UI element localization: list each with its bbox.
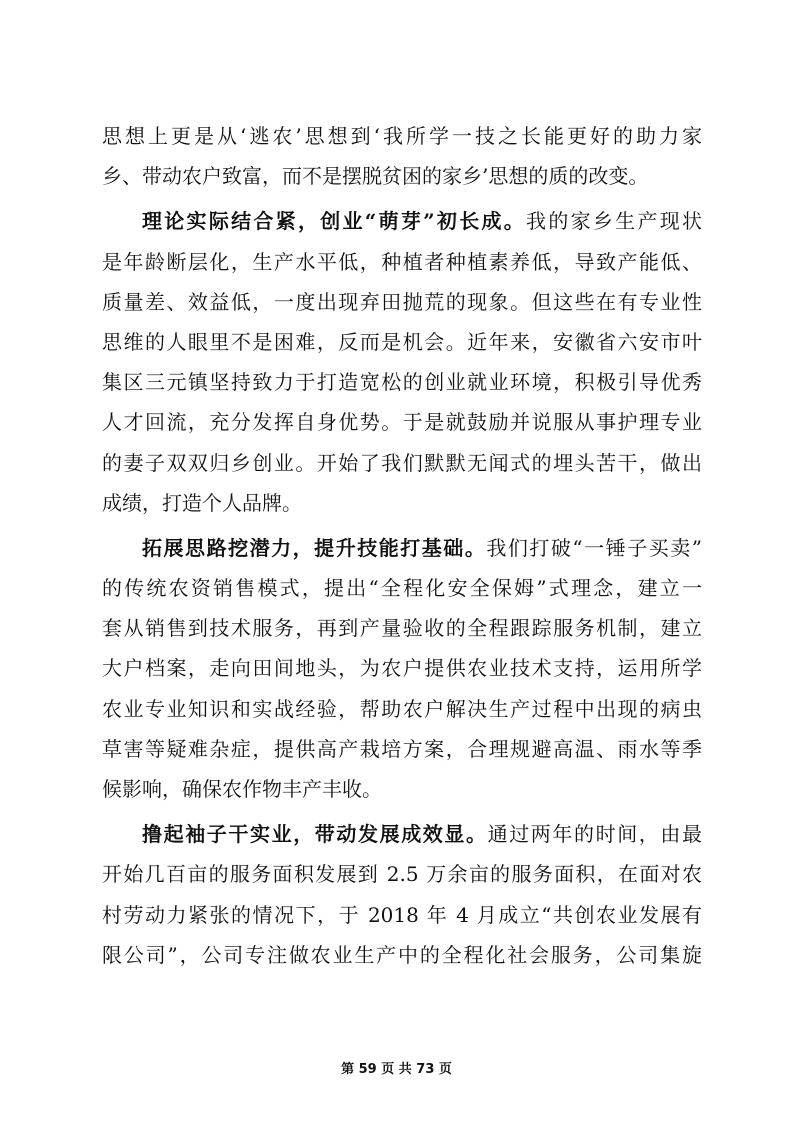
text-line: 思想上更是从‘逃农’思想到‘我所学一技之长能更好的助力家	[102, 124, 702, 148]
paragraph-heading: 理论实际结合紧，创业“萌芽”初长成。	[142, 209, 527, 234]
document-body	[102, 116, 702, 975]
text-line: 的妻子双双归乡创业。开始了我们默默无闻式的埋头苦干，做出	[102, 450, 702, 475]
text-line: 开始几百亩的服务面积发展到 2.5 万余亩的服务面积，在面对农	[102, 862, 702, 887]
text-line: 村劳动力紧张的情况下，于 2018 年 4 月成立“共创农业发展有	[102, 902, 702, 927]
text-line: 成绩，打造个人品牌。	[102, 490, 302, 515]
text-line: 是年龄断层化，生产水平低，种植者种植素养低，导致产能低、	[102, 249, 702, 274]
page-footer: 第 59 页 共 73 页	[341, 1062, 452, 1077]
paragraph	[102, 814, 702, 975]
text-line: 集区三元镇坚持致力于打造宽松的创业就业环境，积极引导优秀	[102, 370, 702, 395]
text-line	[102, 201, 702, 241]
text-span: 我们打破“一锤子买卖”	[486, 535, 703, 560]
text-line: 人才回流，充分发挥自身优势。于是就鼓励并说服从事护理专业	[102, 410, 702, 435]
text-line: 思维的人眼里不是困难，反而是机会。近年来，安徽省六安市叶	[102, 329, 702, 354]
text-line: 候影响，确保农作物丰产丰收。	[102, 777, 382, 801]
text-line: 大户档案，走向田间地头，为农户提供农业技术支持，运用所学	[102, 656, 702, 681]
text-line: 限公司”，公司专注做农业生产中的全程化社会服务，公司集旋	[102, 942, 702, 967]
text-span: 我的家乡生产现状	[526, 209, 703, 234]
paragraph-heading: 拓展思路挖潜力，提升技能打基础。	[142, 535, 487, 560]
paragraph-heading: 撸起袖子干实业，带动发展成效显。	[142, 822, 488, 847]
text-line	[102, 528, 702, 568]
paragraph	[102, 116, 702, 196]
text-span: 通过两年的时间，由最	[487, 822, 703, 847]
text-line: 乡、带动农户致富，而不是摆脱贫困的家乡’思想的质的改变。	[102, 164, 649, 189]
text-line: 草害等疑难杂症，提供高产栽培方案，合理规避高温、雨水等季	[102, 736, 702, 761]
text-line: 套从销售到技术服务，再到产量验收的全程跟踪服务机制，建立	[102, 616, 702, 641]
text-line: 的传统农资销售模式，提出“全程化安全保姆”式理念，建立一	[102, 576, 702, 601]
text-line: 质量差、效益低，一度出现弃田抛荒的现象。但这些在有专业性	[102, 289, 702, 314]
paragraph	[102, 528, 702, 809]
text-line	[102, 814, 702, 854]
text-line: 农业专业知识和实战经验，帮助农户解决生产过程中出现的病虫	[102, 696, 702, 721]
paragraph	[102, 201, 702, 523]
